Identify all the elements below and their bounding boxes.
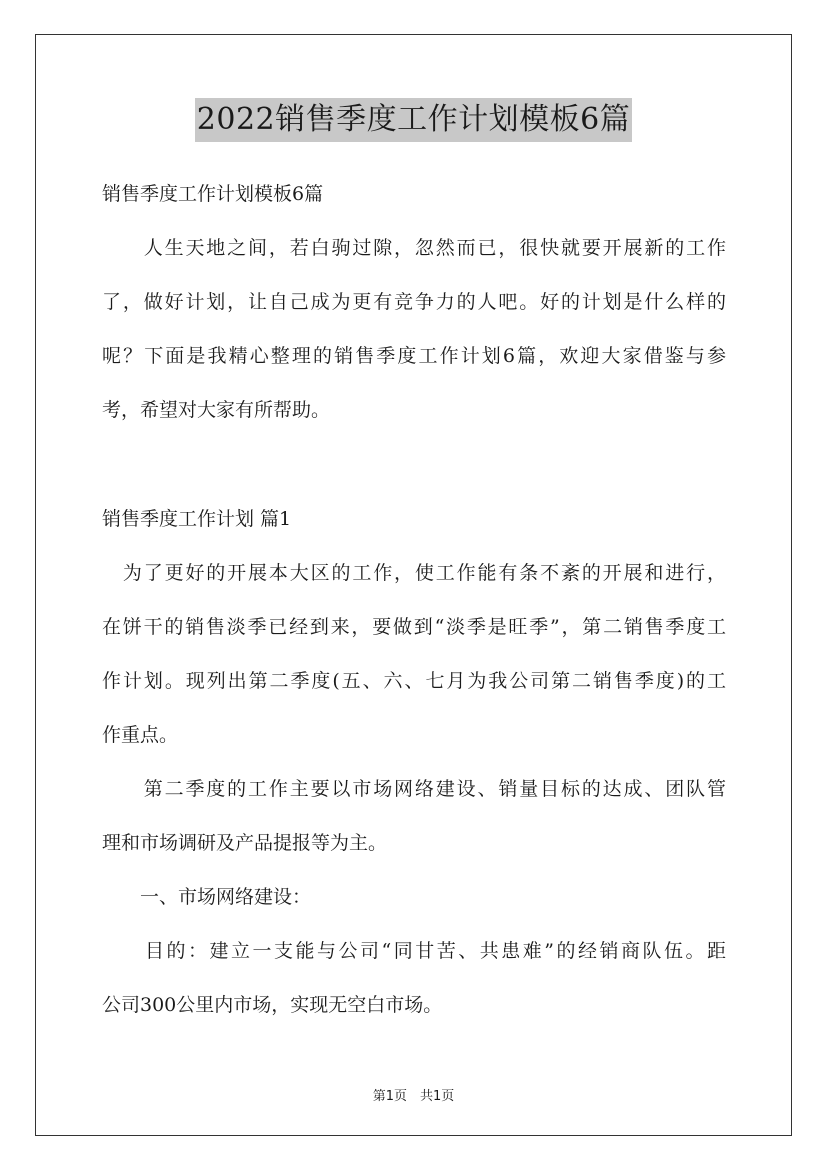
- title-container: [0, 98, 827, 142]
- page-number-footer: 第1页 共1页: [372, 1089, 455, 1104]
- paragraph-line: 作重点。: [102, 724, 179, 746]
- subtitle-line: 销售季度工作计划模板6篇: [102, 183, 324, 205]
- section-heading: 销售季度工作计划 篇1: [102, 508, 292, 530]
- paragraph-line: 为了更好的开展本大区的工作，使工作能有条不紊的开展和进行，: [102, 562, 726, 584]
- document-title: 2022销售季度工作计划模板6篇: [195, 98, 632, 142]
- paragraph-line: 人生天地之间，若白驹过隙，忽然而已，很快就要开展新的工作: [102, 237, 726, 259]
- paragraph-line: 了，做好计划，让自己成为更有竞争力的人吧。好的计划是什么样的: [102, 291, 726, 313]
- paragraph-line: 在饼干的销售淡季已经到来，要做到“淡季是旺季”，第二销售季度工: [102, 616, 726, 638]
- paragraph-line: 作计划。现列出第二季度(五、六、七月为我公司第二销售季度)的工: [102, 670, 726, 692]
- paragraph-line: 公司300公里内市场，实现无空白市场。: [102, 994, 443, 1016]
- paragraph-line: 目的：建立一支能与公司“同甘苦、共患难”的经销商队伍。距: [102, 940, 726, 962]
- paragraph-line: 考，希望对大家有所帮助。: [102, 399, 331, 421]
- paragraph-line: 一、市场网络建设：: [102, 886, 312, 908]
- paragraph-line: 呢？下面是我精心整理的销售季度工作计划6篇，欢迎大家借鉴与参: [102, 345, 726, 367]
- paragraph-line: 第二季度的工作主要以市场网络建设、销量目标的达成、团队管: [102, 778, 726, 800]
- paragraph-line: 理和市场调研及产品提报等为主。: [102, 832, 388, 854]
